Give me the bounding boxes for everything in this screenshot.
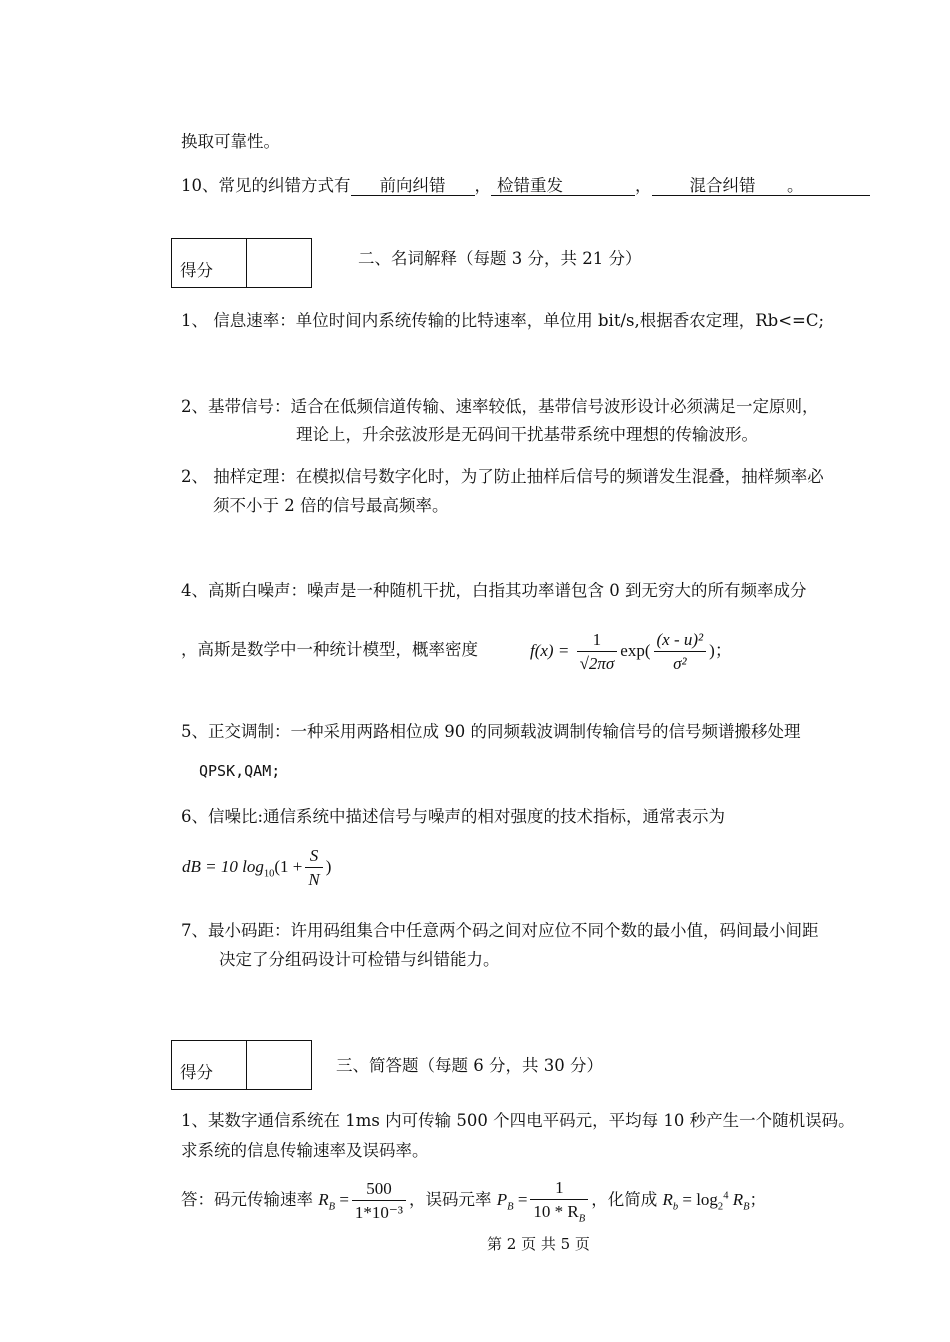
- definition-4-line-1: 4、高斯白噪声：噪声是一种随机干扰，白指其功率谱包含 0 到无穷大的所有频率成分: [181, 581, 807, 600]
- definition-2-line-2: 理论上，升余弦波形是无码间干扰基带系统中理想的传输波形。: [296, 425, 758, 444]
- section-2-title: 二、名词解释（每题 3 分，共 21 分）: [358, 249, 642, 268]
- q10-answer-1: 前向纠错: [351, 177, 475, 196]
- definition-5-line-1: 5、正交调制：一种采用两路相位成 90 的同频载波调制传输信号的信号频谱搬移处理: [181, 722, 801, 741]
- simplified-formula: $R_b = \log_2^4 R_B$: [662, 1190, 750, 1213]
- definition-7-line-1: 7、最小码距：许用码组集合中任意两个码之间对应位不同个数的最小值，码间最小间距: [181, 921, 819, 940]
- score-label: 得分: [180, 1063, 213, 1082]
- score-box-section-3: [171, 1040, 312, 1090]
- score-label: 得分: [180, 261, 213, 280]
- definition-4-line-2: ，高斯是数学中一种统计模型，概率密度: [181, 640, 478, 659]
- short-answer-1-line-1: 1、某数字通信系统在 1ms 内可传输 500 个四电平码元，平均每 10 秒产生一个随机误码。: [181, 1111, 855, 1130]
- symbol-error-rate-formula: $P_B$ = $\frac{1}{10 * R_B}$: [497, 1190, 591, 1209]
- q10-answer-3: 混合纠错 。: [652, 177, 870, 196]
- gaussian-pdf-formula: f(x) = $\frac{1}{√2\pi\sigma}$ exp( $\frac{\text{(x - u)²}}{\text{σ²}}$ )；: [530, 630, 732, 673]
- q10-answer-2: 检错重发: [491, 177, 635, 196]
- definition-1: 1、 信息速率：单位时间内系统传输的比特速率，单位用 bit/s,根据香农定理，Rb<=C;: [181, 311, 825, 330]
- short-answer-1-line-2: 求系统的信息传输速率及误码率。: [181, 1141, 429, 1160]
- definition-3-line-2: 须不小于 2 倍的信号最高频率。: [213, 496, 449, 515]
- snr-formula: dB = 10 $\log_{10}(1$ + $\frac{S}{N}$ ): [182, 846, 332, 889]
- q10-prefix: 10、常见的纠错方式有: [181, 176, 351, 195]
- definition-7-line-2: 决定了分组码设计可检错与纠错能力。: [219, 950, 500, 969]
- symbol-rate-formula: $R_B$ = $\frac{500}{\text{1*10⁻³}}$: [318, 1190, 409, 1209]
- definition-6-line-1: 6、信噪比:通信系统中描述信号与噪声的相对强度的技术指标，通常表示为: [181, 807, 726, 826]
- answer-line: 答：码元传输速率 $R_B$ = $\frac{500}{\text{1*10⁻³}}$ ，误码元率 $P_B$ = $\frac{1}{10 * R_B}$ ，化简成 $R_b = \log_2^4 R_B$；: [181, 1178, 767, 1225]
- formula-lhs: f(x) =: [530, 640, 570, 660]
- question-10: 10、常见的纠错方式有 前向纠错 ， 检错重发 ， 混合纠错 。: [181, 172, 870, 196]
- definition-2-line-1: 2、基带信号：适合在低频信道传输、速率较低，基带信号波形设计必须满足一定原则，: [181, 397, 819, 416]
- definition-5-line-2: QPSK,QAM;: [199, 762, 281, 780]
- page-footer: 第 2 页 共 5 页: [487, 1235, 590, 1253]
- score-box-section-2: [171, 238, 312, 288]
- definition-3-line-1: 2、 抽样定理：在模拟信号数字化时，为了防止抽样后信号的频谱发生混叠，抽样频率必: [181, 467, 824, 486]
- section-3-title: 三、简答题（每题 6 分，共 30 分）: [336, 1056, 603, 1075]
- text-line-reliability: 换取可靠性。: [181, 132, 280, 151]
